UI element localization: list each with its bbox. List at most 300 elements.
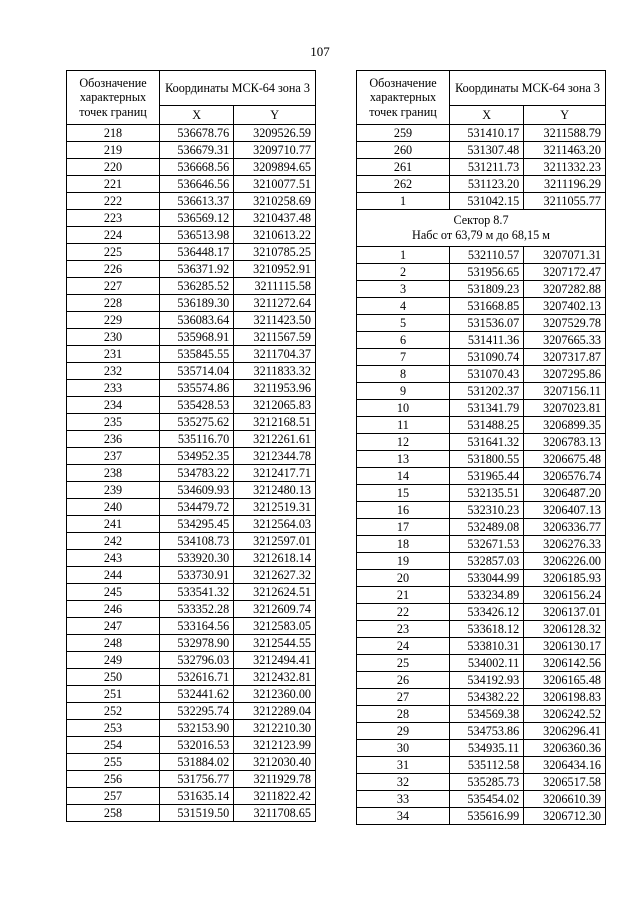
- table-row: [357, 740, 606, 757]
- y-coordinate-cell: 3211708.65: [234, 805, 316, 822]
- y-coordinate-cell: 3212344.78: [234, 448, 316, 465]
- table-row: [67, 261, 316, 278]
- table-row: [67, 193, 316, 210]
- x-coordinate-cell: 533730.91: [160, 567, 234, 584]
- point-number-cell: 239: [67, 482, 160, 499]
- table-row: [67, 754, 316, 771]
- point-number-cell: 232: [67, 363, 160, 380]
- table-body-right: [357, 125, 606, 825]
- point-number-cell: 250: [67, 669, 160, 686]
- y-coordinate-cell: 3212618.14: [234, 550, 316, 567]
- y-coordinate-cell: 3207023.81: [524, 400, 606, 417]
- x-coordinate-cell: 531956.65: [450, 264, 524, 281]
- table-row: [67, 176, 316, 193]
- x-coordinate-cell: 532616.71: [160, 669, 234, 686]
- x-coordinate-cell: 533352.28: [160, 601, 234, 618]
- y-coordinate-cell: 3211423.50: [234, 312, 316, 329]
- x-coordinate-cell: 531341.79: [450, 400, 524, 417]
- point-number-cell: 1: [357, 193, 450, 210]
- table-row: [67, 737, 316, 754]
- y-coordinate-cell: 3212261.61: [234, 431, 316, 448]
- point-number-cell: 243: [67, 550, 160, 567]
- y-coordinate-cell: 3207282.88: [524, 281, 606, 298]
- table-row: [357, 451, 606, 468]
- point-number-cell: 27: [357, 689, 450, 706]
- x-coordinate-cell: 534479.72: [160, 499, 234, 516]
- point-number-cell: 244: [67, 567, 160, 584]
- table-row: [67, 380, 316, 397]
- y-coordinate-cell: 3206487.20: [524, 485, 606, 502]
- table-row: [67, 805, 316, 822]
- header-point-designation: Обозначение характерных точек границ: [67, 71, 160, 125]
- table-row: [357, 570, 606, 587]
- x-coordinate-cell: 532978.90: [160, 635, 234, 652]
- y-coordinate-cell: 3212289.04: [234, 703, 316, 720]
- y-coordinate-cell: 3209894.65: [234, 159, 316, 176]
- point-number-cell: 236: [67, 431, 160, 448]
- point-number-cell: 222: [67, 193, 160, 210]
- point-number-cell: 24: [357, 638, 450, 655]
- table-row: [357, 485, 606, 502]
- y-coordinate-cell: 3206783.13: [524, 434, 606, 451]
- point-number-cell: 14: [357, 468, 450, 485]
- y-coordinate-cell: 3206336.77: [524, 519, 606, 536]
- table-row: [67, 635, 316, 652]
- y-coordinate-cell: 3211704.37: [234, 346, 316, 363]
- y-coordinate-cell: 3211833.32: [234, 363, 316, 380]
- point-number-cell: 252: [67, 703, 160, 720]
- y-coordinate-cell: 3206142.56: [524, 655, 606, 672]
- point-number-cell: 246: [67, 601, 160, 618]
- sector-heading: [357, 210, 606, 247]
- y-coordinate-cell: 3212564.03: [234, 516, 316, 533]
- table-row: [67, 159, 316, 176]
- x-coordinate-cell: 536569.12: [160, 210, 234, 227]
- x-coordinate-cell: 535574.86: [160, 380, 234, 397]
- table-row: [357, 332, 606, 349]
- x-coordinate-cell: 536678.76: [160, 125, 234, 142]
- y-coordinate-cell: 3206137.01: [524, 604, 606, 621]
- y-coordinate-cell: 3212123.99: [234, 737, 316, 754]
- x-coordinate-cell: 535454.02: [450, 791, 524, 808]
- page-number: 107: [310, 44, 330, 59]
- table-row: [357, 621, 606, 638]
- x-coordinate-cell: 536679.31: [160, 142, 234, 159]
- y-coordinate-cell: 3212627.32: [234, 567, 316, 584]
- y-coordinate-cell: 3206130.17: [524, 638, 606, 655]
- point-number-cell: 6: [357, 332, 450, 349]
- y-coordinate-cell: 3207156.11: [524, 383, 606, 400]
- point-number-cell: 16: [357, 502, 450, 519]
- table-row: [357, 125, 606, 142]
- point-number-cell: 237: [67, 448, 160, 465]
- table-row: [357, 366, 606, 383]
- table-row: [357, 264, 606, 281]
- point-number-cell: 242: [67, 533, 160, 550]
- table-row: [357, 655, 606, 672]
- point-number-cell: 228: [67, 295, 160, 312]
- table-row: [67, 516, 316, 533]
- x-coordinate-cell: 534783.22: [160, 465, 234, 482]
- y-coordinate-cell: 3210785.25: [234, 244, 316, 261]
- x-coordinate-cell: 531090.74: [450, 349, 524, 366]
- table-row: [67, 669, 316, 686]
- x-coordinate-cell: 532796.03: [160, 652, 234, 669]
- x-coordinate-cell: 536448.17: [160, 244, 234, 261]
- x-coordinate-cell: 535968.91: [160, 329, 234, 346]
- x-coordinate-cell: 533920.30: [160, 550, 234, 567]
- x-coordinate-cell: 533426.12: [450, 604, 524, 621]
- table-row: [67, 618, 316, 635]
- y-coordinate-cell: 3206276.33: [524, 536, 606, 553]
- y-coordinate-cell: 3211929.78: [234, 771, 316, 788]
- header-x: X: [450, 106, 524, 125]
- y-coordinate-cell: 3212168.51: [234, 414, 316, 431]
- table-row: [357, 723, 606, 740]
- y-coordinate-cell: 3212597.01: [234, 533, 316, 550]
- table-row: [357, 417, 606, 434]
- point-number-cell: 20: [357, 570, 450, 587]
- y-coordinate-cell: 3212065.83: [234, 397, 316, 414]
- table-row: [67, 346, 316, 363]
- point-number-cell: 2: [357, 264, 450, 281]
- point-number-cell: 25: [357, 655, 450, 672]
- y-coordinate-cell: 3212480.13: [234, 482, 316, 499]
- table-row: [357, 689, 606, 706]
- table-row: [67, 686, 316, 703]
- point-number-cell: 227: [67, 278, 160, 295]
- table-row: [357, 706, 606, 723]
- table-row: [67, 142, 316, 159]
- table-row: [67, 533, 316, 550]
- point-number-cell: 22: [357, 604, 450, 621]
- x-coordinate-cell: 531809.23: [450, 281, 524, 298]
- point-number-cell: 8: [357, 366, 450, 383]
- sector-row: [357, 210, 606, 247]
- table-row: [67, 431, 316, 448]
- table-row: [67, 703, 316, 720]
- x-coordinate-cell: 535275.62: [160, 414, 234, 431]
- point-number-cell: 247: [67, 618, 160, 635]
- x-coordinate-cell: 532110.57: [450, 247, 524, 264]
- y-coordinate-cell: 3211953.96: [234, 380, 316, 397]
- x-coordinate-cell: 531635.14: [160, 788, 234, 805]
- x-coordinate-cell: 533044.99: [450, 570, 524, 587]
- table-row: [357, 298, 606, 315]
- x-coordinate-cell: 531411.36: [450, 332, 524, 349]
- x-coordinate-cell: 532857.03: [450, 553, 524, 570]
- x-coordinate-cell: 535714.04: [160, 363, 234, 380]
- y-coordinate-cell: 3206610.39: [524, 791, 606, 808]
- x-coordinate-cell: 531410.17: [450, 125, 524, 142]
- point-number-cell: 220: [67, 159, 160, 176]
- x-coordinate-cell: 535616.99: [450, 808, 524, 825]
- x-coordinate-cell: 532671.53: [450, 536, 524, 553]
- x-coordinate-cell: 532016.53: [160, 737, 234, 754]
- y-coordinate-cell: 3210258.69: [234, 193, 316, 210]
- table-row: [67, 567, 316, 584]
- point-number-cell: 4: [357, 298, 450, 315]
- y-coordinate-cell: 3206156.24: [524, 587, 606, 604]
- table-row: [67, 720, 316, 737]
- y-coordinate-cell: 3212624.51: [234, 584, 316, 601]
- table-row: [357, 502, 606, 519]
- header-x: X: [160, 106, 234, 125]
- table-row: [67, 550, 316, 567]
- point-number-cell: 28: [357, 706, 450, 723]
- x-coordinate-cell: 531070.43: [450, 366, 524, 383]
- y-coordinate-cell: 3206899.35: [524, 417, 606, 434]
- table-row: [357, 808, 606, 825]
- x-coordinate-cell: 534952.35: [160, 448, 234, 465]
- y-coordinate-cell: 3212210.30: [234, 720, 316, 737]
- y-coordinate-cell: 3206675.48: [524, 451, 606, 468]
- point-number-cell: 231: [67, 346, 160, 363]
- point-number-cell: 218: [67, 125, 160, 142]
- header-y: Y: [524, 106, 606, 125]
- x-coordinate-cell: 531756.77: [160, 771, 234, 788]
- point-number-cell: 23: [357, 621, 450, 638]
- x-coordinate-cell: 531123.20: [450, 176, 524, 193]
- x-coordinate-cell: 534609.93: [160, 482, 234, 499]
- y-coordinate-cell: 3212519.31: [234, 499, 316, 516]
- table-row: [357, 247, 606, 264]
- table-row: [357, 672, 606, 689]
- point-number-cell: 18: [357, 536, 450, 553]
- point-number-cell: 15: [357, 485, 450, 502]
- table-row: [357, 604, 606, 621]
- x-coordinate-cell: 536189.30: [160, 295, 234, 312]
- table-row: [67, 210, 316, 227]
- x-coordinate-cell: 535116.70: [160, 431, 234, 448]
- y-coordinate-cell: 3211196.29: [524, 176, 606, 193]
- y-coordinate-cell: 3212432.81: [234, 669, 316, 686]
- x-coordinate-cell: 536513.98: [160, 227, 234, 244]
- table-row: [357, 142, 606, 159]
- y-coordinate-cell: 3212030.40: [234, 754, 316, 771]
- table-row: [357, 536, 606, 553]
- table-body-left: [67, 125, 316, 822]
- point-number-cell: 3: [357, 281, 450, 298]
- point-number-cell: 251: [67, 686, 160, 703]
- point-number-cell: 226: [67, 261, 160, 278]
- table-row: [67, 584, 316, 601]
- header-point-designation: Обозначение характерных точек границ: [357, 71, 450, 125]
- table-row: [357, 176, 606, 193]
- y-coordinate-cell: 3210613.22: [234, 227, 316, 244]
- point-number-cell: 262: [357, 176, 450, 193]
- y-coordinate-cell: 3206407.13: [524, 502, 606, 519]
- point-number-cell: 257: [67, 788, 160, 805]
- x-coordinate-cell: 532135.51: [450, 485, 524, 502]
- point-number-cell: 30: [357, 740, 450, 757]
- y-coordinate-cell: 3206434.16: [524, 757, 606, 774]
- table-row: [67, 771, 316, 788]
- y-coordinate-cell: 3206226.00: [524, 553, 606, 570]
- point-number-cell: 248: [67, 635, 160, 652]
- x-coordinate-cell: 531202.37: [450, 383, 524, 400]
- sector-subtitle: Набс от 63,79 м до 68,15 м: [412, 228, 550, 242]
- point-number-cell: 26: [357, 672, 450, 689]
- x-coordinate-cell: 533164.56: [160, 618, 234, 635]
- point-number-cell: 255: [67, 754, 160, 771]
- point-number-cell: 13: [357, 451, 450, 468]
- y-coordinate-cell: 3207665.33: [524, 332, 606, 349]
- point-number-cell: 233: [67, 380, 160, 397]
- y-coordinate-cell: 3207529.78: [524, 315, 606, 332]
- table-row: [357, 281, 606, 298]
- x-coordinate-cell: 531211.73: [450, 159, 524, 176]
- x-coordinate-cell: 534295.45: [160, 516, 234, 533]
- x-coordinate-cell: 531965.44: [450, 468, 524, 485]
- point-number-cell: 17: [357, 519, 450, 536]
- point-number-cell: 254: [67, 737, 160, 754]
- y-coordinate-cell: 3212583.05: [234, 618, 316, 635]
- header-coordinates: Координаты МСК-64 зона 3: [450, 71, 606, 106]
- point-number-cell: 225: [67, 244, 160, 261]
- x-coordinate-cell: 532153.90: [160, 720, 234, 737]
- x-coordinate-cell: 531668.85: [450, 298, 524, 315]
- point-number-cell: 253: [67, 720, 160, 737]
- point-number-cell: 256: [67, 771, 160, 788]
- point-number-cell: 249: [67, 652, 160, 669]
- point-number-cell: 224: [67, 227, 160, 244]
- y-coordinate-cell: 3211463.20: [524, 142, 606, 159]
- x-coordinate-cell: 533618.12: [450, 621, 524, 638]
- y-coordinate-cell: 3206242.52: [524, 706, 606, 723]
- x-coordinate-cell: 534192.93: [450, 672, 524, 689]
- x-coordinate-cell: 535845.55: [160, 346, 234, 363]
- table-row: [357, 159, 606, 176]
- y-coordinate-cell: 3206185.93: [524, 570, 606, 587]
- point-number-cell: 241: [67, 516, 160, 533]
- table-row: [357, 791, 606, 808]
- x-coordinate-cell: 531042.15: [450, 193, 524, 210]
- y-coordinate-cell: 3206165.48: [524, 672, 606, 689]
- y-coordinate-cell: 3207402.13: [524, 298, 606, 315]
- x-coordinate-cell: 534569.38: [450, 706, 524, 723]
- y-coordinate-cell: 3206360.36: [524, 740, 606, 757]
- x-coordinate-cell: 534935.11: [450, 740, 524, 757]
- point-number-cell: 7: [357, 349, 450, 366]
- y-coordinate-cell: 3209710.77: [234, 142, 316, 159]
- table-row: [357, 553, 606, 570]
- point-number-cell: 1: [357, 247, 450, 264]
- y-coordinate-cell: 3206712.30: [524, 808, 606, 825]
- x-coordinate-cell: 531488.25: [450, 417, 524, 434]
- point-number-cell: 221: [67, 176, 160, 193]
- point-number-cell: 259: [357, 125, 450, 142]
- point-number-cell: 258: [67, 805, 160, 822]
- table-row: [67, 652, 316, 669]
- table-row: [357, 757, 606, 774]
- table-row: [67, 363, 316, 380]
- x-coordinate-cell: 531884.02: [160, 754, 234, 771]
- table-row: [357, 400, 606, 417]
- y-coordinate-cell: 3212494.41: [234, 652, 316, 669]
- x-coordinate-cell: 535285.73: [450, 774, 524, 791]
- table-row: [67, 482, 316, 499]
- point-number-cell: 245: [67, 584, 160, 601]
- x-coordinate-cell: 534382.22: [450, 689, 524, 706]
- table-row: [67, 465, 316, 482]
- table-row: [67, 448, 316, 465]
- y-coordinate-cell: 3206296.41: [524, 723, 606, 740]
- table-row: [67, 329, 316, 346]
- point-number-cell: 229: [67, 312, 160, 329]
- x-coordinate-cell: 533810.31: [450, 638, 524, 655]
- table-row: [67, 788, 316, 805]
- x-coordinate-cell: 533234.89: [450, 587, 524, 604]
- table-row: [67, 278, 316, 295]
- point-number-cell: 34: [357, 808, 450, 825]
- x-coordinate-cell: 531800.55: [450, 451, 524, 468]
- table-row: [67, 227, 316, 244]
- header-y: Y: [234, 106, 316, 125]
- y-coordinate-cell: 3212360.00: [234, 686, 316, 703]
- x-coordinate-cell: 532441.62: [160, 686, 234, 703]
- y-coordinate-cell: 3211567.59: [234, 329, 316, 346]
- x-coordinate-cell: 534002.11: [450, 655, 524, 672]
- y-coordinate-cell: 3210437.48: [234, 210, 316, 227]
- x-coordinate-cell: 531519.50: [160, 805, 234, 822]
- x-coordinate-cell: 536646.56: [160, 176, 234, 193]
- x-coordinate-cell: 534108.73: [160, 533, 234, 550]
- table-row: [67, 295, 316, 312]
- coordinates-table-left: [66, 70, 316, 822]
- point-number-cell: 11: [357, 417, 450, 434]
- table-row: [67, 601, 316, 618]
- y-coordinate-cell: 3207317.87: [524, 349, 606, 366]
- header-coordinates: Координаты МСК-64 зона 3: [160, 71, 316, 106]
- x-coordinate-cell: 533541.32: [160, 584, 234, 601]
- y-coordinate-cell: 3211588.79: [524, 125, 606, 142]
- point-number-cell: 230: [67, 329, 160, 346]
- x-coordinate-cell: 536371.92: [160, 261, 234, 278]
- point-number-cell: 9: [357, 383, 450, 400]
- coordinates-table-right: [356, 70, 606, 825]
- y-coordinate-cell: 3206128.32: [524, 621, 606, 638]
- x-coordinate-cell: 532310.23: [450, 502, 524, 519]
- table-row: [357, 434, 606, 451]
- y-coordinate-cell: 3212417.71: [234, 465, 316, 482]
- x-coordinate-cell: 531641.32: [450, 434, 524, 451]
- table-row: [357, 349, 606, 366]
- sector-title: Сектор 8.7: [453, 212, 509, 227]
- y-coordinate-cell: 3211055.77: [524, 193, 606, 210]
- point-number-cell: 31: [357, 757, 450, 774]
- point-number-cell: 10: [357, 400, 450, 417]
- x-coordinate-cell: 532295.74: [160, 703, 234, 720]
- x-coordinate-cell: 534753.86: [450, 723, 524, 740]
- y-coordinate-cell: 3212609.74: [234, 601, 316, 618]
- point-number-cell: 240: [67, 499, 160, 516]
- x-coordinate-cell: 536285.52: [160, 278, 234, 295]
- y-coordinate-cell: 3206576.74: [524, 468, 606, 485]
- x-coordinate-cell: 531536.07: [450, 315, 524, 332]
- point-number-cell: 223: [67, 210, 160, 227]
- point-number-cell: 19: [357, 553, 450, 570]
- y-coordinate-cell: 3211115.58: [234, 278, 316, 295]
- table-row: [357, 638, 606, 655]
- table-row: [357, 315, 606, 332]
- y-coordinate-cell: 3210952.91: [234, 261, 316, 278]
- y-coordinate-cell: 3206198.83: [524, 689, 606, 706]
- x-coordinate-cell: 532489.08: [450, 519, 524, 536]
- table-row: [357, 774, 606, 791]
- table-row: [357, 468, 606, 485]
- y-coordinate-cell: 3210077.51: [234, 176, 316, 193]
